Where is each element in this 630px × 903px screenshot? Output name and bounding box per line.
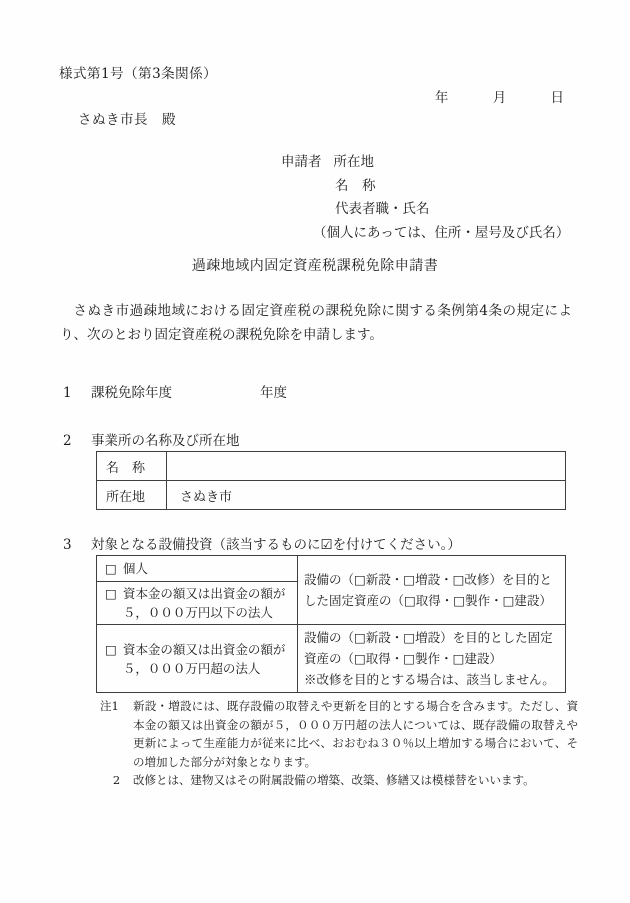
footnote-2-text: 改修とは、建物又はその附属設備の増築、改築、修繕又は模様替をいいます。	[133, 773, 535, 787]
table-row	[97, 481, 566, 510]
footnotes	[100, 697, 578, 790]
applicant-block	[281, 151, 569, 245]
section-3-heading-label: 対象となる設備投資（該当するものに☑を付けてください。）	[91, 537, 461, 553]
checkbox-corp-over-50m[interactable]: □	[105, 641, 117, 657]
purpose-cell-2	[298, 625, 566, 693]
date-year-label: 年	[434, 90, 449, 106]
purpose-2-note: ※改修を目的とする場合は、該当しません。	[304, 672, 555, 687]
applicant-individual-note: （個人にあっては、住所・屋号及び氏名）	[313, 224, 570, 241]
addressee: さぬき市長 殿	[78, 112, 176, 128]
section-1	[63, 381, 287, 401]
checkbox-individual[interactable]: □	[105, 561, 117, 576]
footnote-2	[100, 771, 578, 790]
business-name-label: 名 称	[97, 452, 167, 481]
section-2-heading-label: 事業所の名称及び所在地	[91, 433, 240, 449]
option-corp-under-50m-cell	[97, 582, 298, 625]
footnote-1-text: 新設・増設には、既存設備の取替えや更新を目的とする場合を含みます。ただし、資本金の額又は出資金の額が５，０００万円超の法人については、既存設備の取替えや更新によって生産能力が従来に比べ、おおむね３０％以上増加する場合において、その増加した部分が対象となります。	[133, 699, 578, 769]
section-1-number: 1	[63, 385, 72, 401]
option-corp-under-50m-label2: ５，０００万円以下の法人	[122, 605, 273, 620]
business-info-table	[96, 451, 566, 510]
option-corp-over-50m-label2: ５，０００万円超の法人	[122, 660, 261, 676]
table-row	[97, 556, 566, 582]
option-corp-over-50m-label: 資本金の額又は出資金の額が	[122, 641, 286, 657]
option-individual-cell	[97, 556, 298, 582]
table-row	[97, 625, 566, 693]
form-number: 様式第1号（第3条関係）	[59, 66, 218, 82]
fiscal-year-blank[interactable]	[172, 383, 260, 397]
section-2-heading	[63, 429, 240, 449]
table-row	[97, 452, 566, 481]
fiscal-year-suffix: 年度	[260, 385, 287, 401]
date-line	[0, 86, 564, 106]
equipment-investment-table	[96, 555, 566, 693]
section-3-number: 3	[63, 537, 72, 553]
option-corp-over-50m-cell	[97, 625, 298, 693]
date-day-label: 日	[550, 90, 564, 106]
footnote-1-label: 注1	[100, 699, 119, 713]
section-3-heading	[63, 533, 461, 553]
applicant-address-label: 所在地	[333, 154, 374, 170]
footnote-1	[100, 697, 578, 771]
applicant-name-label: 名 称	[335, 177, 376, 194]
applicant-label: 申請者	[281, 154, 322, 170]
document-title: 過疎地域内固定資産税課税免除申請書	[191, 258, 439, 274]
checkbox-corp-under-50m[interactable]: □	[105, 586, 117, 601]
footnote-2-label: 2	[112, 773, 121, 787]
business-location-value[interactable]: さぬき市	[167, 481, 566, 510]
applicant-representative-label: 代表者職・氏名	[335, 201, 430, 217]
date-month-label: 月	[492, 90, 507, 106]
business-location-label: 所在地	[97, 481, 167, 510]
option-individual-label: 個人	[122, 561, 148, 576]
purpose-cell-1: 設備の（□新設・□増設・□改修）を目的とした固定資産の（□取得・□製作・□建設）	[298, 556, 566, 625]
purpose-2-text: 設備の（□新設・□増設）を目的とした固定資産の（□取得・□製作・□建設）	[304, 630, 553, 666]
business-name-value[interactable]	[167, 452, 566, 481]
section-2-number: 2	[63, 433, 72, 449]
section-1-heading: 課税免除年度	[91, 385, 172, 401]
intro-paragraph: さぬき市過疎地域における固定資産税の課税免除に関する条例第4条の規定により、次のとおり固定資産税の課税免除を申請します。	[60, 303, 572, 343]
option-corp-under-50m-label: 資本金の額又は出資金の額が	[122, 586, 286, 601]
